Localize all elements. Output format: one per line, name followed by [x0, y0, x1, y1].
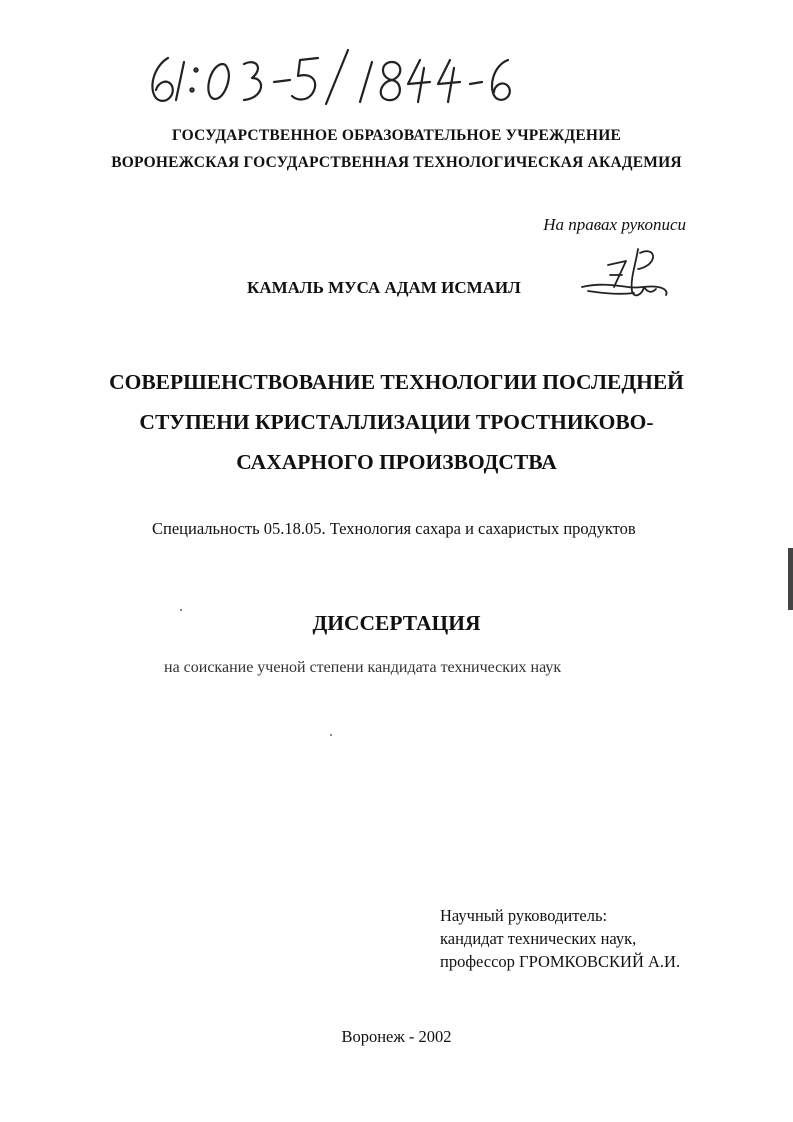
author-signature: [578, 243, 673, 308]
institution-line-1: ГОСУДАРСТВЕННОЕ ОБРАЗОВАТЕЛЬНОЕ УЧРЕЖДЕНИЕ: [172, 127, 621, 144]
degree-sought: на соискание ученой степени кандидата технических наук: [164, 659, 562, 676]
archive-number-handwritten: [140, 40, 520, 110]
rights-note: На правах рукописи: [543, 215, 686, 234]
scan-speck: [180, 609, 182, 611]
title-line-1: СОВЕРШЕНСТВОВАНИЕ ТЕХНОЛОГИИ ПОСЛЕДНЕЙ: [109, 370, 684, 394]
title-line-2: СТУПЕНИ КРИСТАЛЛИЗАЦИИ ТРОСТНИКОВО-: [139, 410, 654, 434]
supervisor-label: Научный руководитель:: [440, 906, 608, 925]
title-line-3: САХАРНОГО ПРОИЗВОДСТВА: [236, 450, 557, 474]
city-year: Воронеж - 2002: [341, 1027, 452, 1046]
scan-edge-mark: [788, 548, 793, 610]
institution-line-2: ВОРОНЕЖСКАЯ ГОСУДАРСТВЕННАЯ ТЕХНОЛОГИЧЕСКАЯ АКАДЕМИЯ: [111, 154, 682, 171]
supervisor-degree: кандидат технических наук,: [440, 929, 637, 948]
scan-speck: [330, 734, 332, 736]
specialty: Специальность 05.18.05. Технология сахара и сахаристых продуктов: [152, 519, 636, 538]
author-name: КАМАЛЬ МУСА АДАМ ИСМАИЛ: [247, 278, 521, 297]
document-type: ДИССЕРТАЦИЯ: [312, 611, 481, 635]
supervisor-name: профессор ГРОМКОВСКИЙ А.И.: [440, 952, 681, 971]
